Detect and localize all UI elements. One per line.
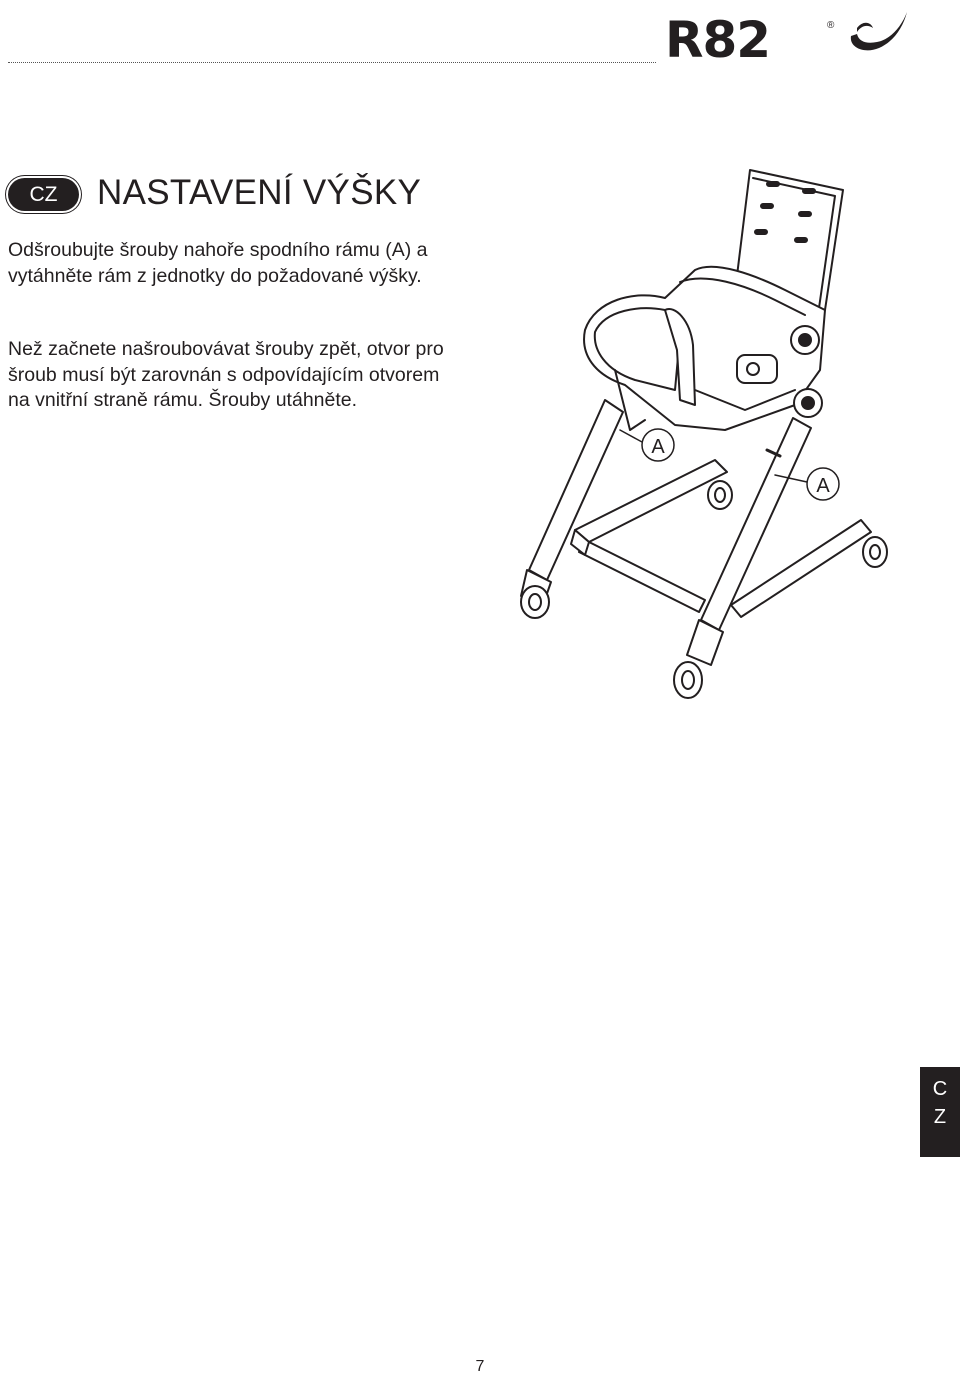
front-left-leg bbox=[521, 400, 623, 605]
side-tab-letter-1: C bbox=[932, 1078, 948, 1100]
section-title: NASTAVENÍ VÝŠKY bbox=[97, 173, 422, 212]
seat-shell bbox=[584, 267, 825, 430]
callout-label-a-right: A bbox=[816, 475, 830, 497]
page-number: 7 bbox=[475, 1358, 485, 1375]
registered-mark: ® bbox=[827, 20, 835, 31]
language-badge: CZ bbox=[8, 178, 79, 211]
instruction-paragraph-2: Než začnete našroubovávat šrouby zpět, otvor pro šroub musí být zarovnán s odpovídajícím otvorem na vnitřní straně rámu. Šrouby utáhněte. bbox=[8, 338, 444, 411]
front-right-leg bbox=[687, 418, 811, 665]
callout-label-a-left: A bbox=[651, 436, 665, 458]
r82-logo bbox=[665, 6, 915, 68]
logo-text: R82 bbox=[665, 11, 771, 69]
instruction-paragraph-1: Odšroubujte šrouby nahoře spodního rámu (A) a vytáhněte rám z jednotky do požadované výšky. bbox=[8, 239, 428, 287]
side-tab-letter-2: Z bbox=[933, 1106, 947, 1128]
callout-a-left bbox=[620, 429, 674, 461]
r82-swoosh-icon bbox=[843, 6, 913, 56]
header-dotted-rule bbox=[8, 62, 656, 63]
language-side-tab bbox=[920, 1067, 960, 1157]
chair-illustration bbox=[505, 160, 900, 705]
